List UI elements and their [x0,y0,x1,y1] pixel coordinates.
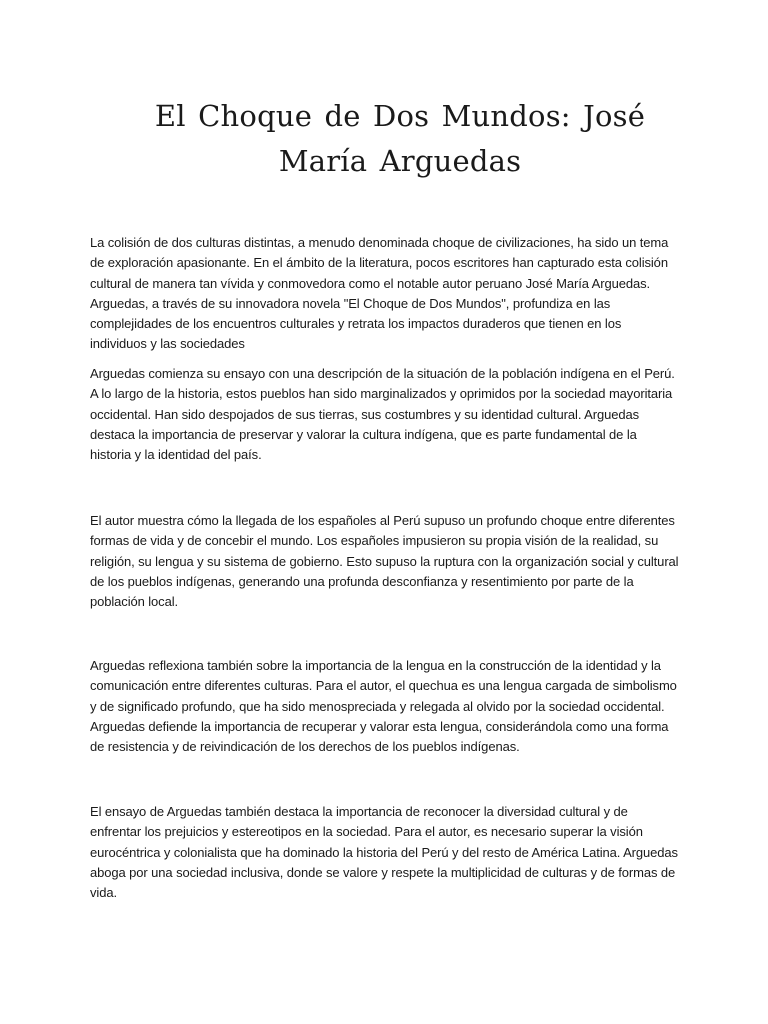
paragraph-language: Arguedas reflexiona también sobre la importancia de la lengua en la construcción de la identidad y la comunicación entre diferentes culturas. Para el autor, el quechua es una lengua cargada de simbolismo y de significado profundo, que ha sido menospreciada y relegada al olvido por la sociedad occidental. Arguedas defiende la importancia de recuperar y valorar esta lengua, considerándola como una forma de resistencia y de reivindicación de los derechos de los pueblos indígenas. [90,658,677,755]
paragraph-cultural-diversity: El ensayo de Arguedas también destaca la importancia de reconocer la diversidad cultural y de enfrentar los prejuicios y estereotipos en la sociedad. Para el autor, es necesario superar la visión eurocéntrica y colonialista que ha dominado la historia del Perú y del resto de América Latina. Arguedas aboga por una sociedad inclusiva, donde se valore y respete la multiplicidad de culturas y de formas de vida. [90,804,678,901]
document-title: El Choque de Dos Mundos: José María Arguedas [154,99,646,178]
paragraph-indigenous-population: Arguedas comienza su ensayo con una descripción de la situación de la población indígena en el Perú. A lo largo de la historia, estos pueblos han sido marginalizados y oprimidos por la sociedad mayoritaria occidental. Han sido despojados de sus tierras, sus costumbres y su identidad cultural. Arguedas destaca la importancia de preservar y valorar la cultura indígena, que es parte fundamental de la historia y la identidad del país. [90,366,675,463]
paragraph-intro: La colisión de dos culturas distintas, a menudo denominada choque de civilizaciones, ha sido un tema de exploración apasionante. En el ámbito de la literatura, pocos escritores han capturado esta colisión cultural de manera tan vívida y conmovedora como el notable autor peruano José María Arguedas. Arguedas, a través de su innovadora novela "El Choque de Dos Mundos", profundiza en las complejidades de los encuentros culturales y retrata los impactos duraderos que tienen en los individuos y las sociedades [90,235,669,352]
paragraph-spanish-arrival: El autor muestra cómo la llegada de los españoles al Perú supuso un profundo choque entre diferentes formas de vida y de concebir el mundo. Los españoles impusieron su propia visión de la realidad, su religión, su lengua y su sistema de gobierno. Esto supuso la ruptura con la organización social y cultural de los pueblos indígenas, generando una profunda desconfianza y resentimiento por parte de la población local. [90,513,679,610]
